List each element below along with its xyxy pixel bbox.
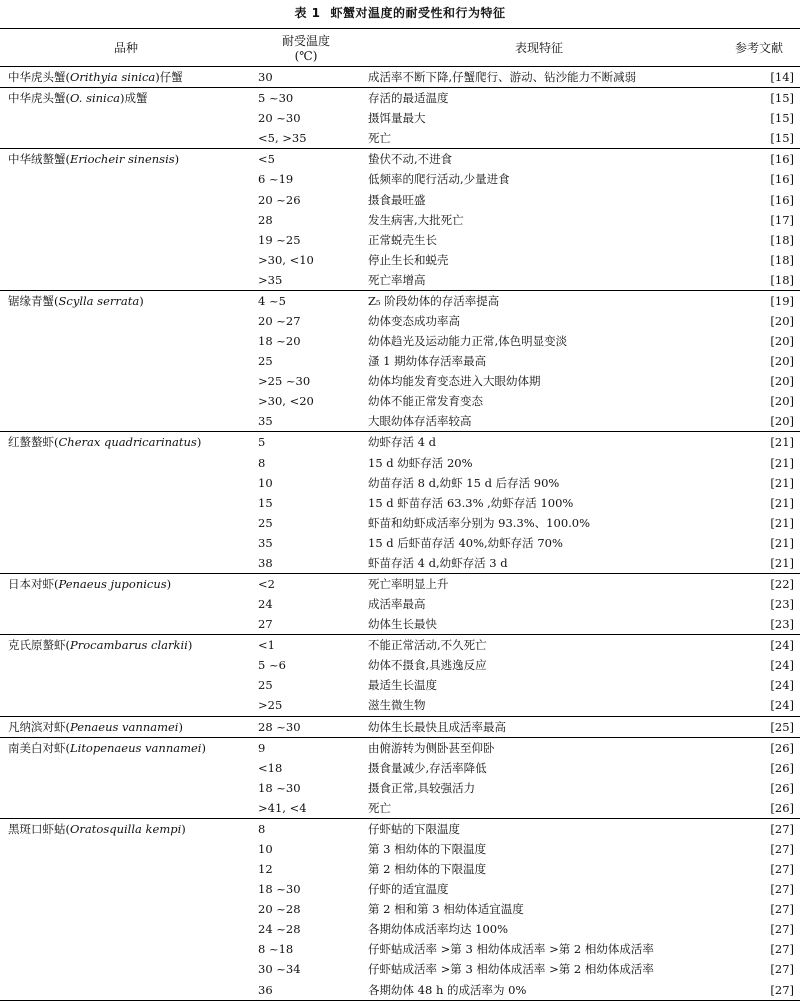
table-row [0, 839, 800, 859]
species-name: 黑斑口虾蛄( [8, 821, 70, 836]
cell-reference: [17] [770, 212, 794, 227]
cell-feature: 虾苗存活 4 d,幼虾存活 3 d [368, 555, 508, 570]
cell-temperature: 20 ~26 [258, 192, 301, 207]
cell-reference: [21] [718, 432, 800, 453]
cell-species [0, 553, 252, 574]
cell-feature: 幼体生长最快 [368, 617, 437, 632]
cell-feature: 发生病害,大批死亡 [368, 212, 464, 227]
cell-temperature: 4 ~5 [252, 290, 360, 311]
cell-temperature: 25 [258, 515, 273, 530]
cell-reference: [18] [770, 272, 794, 287]
species-name: 中华虎头蟹( [8, 70, 70, 85]
cell-temperature: 25 [258, 678, 273, 693]
cell-species [0, 758, 252, 778]
species-suffix: ) [139, 293, 144, 308]
cell-feature: 15 d 虾苗存活 63.3% ,幼虾存活 100% [368, 495, 574, 510]
table-row [0, 655, 800, 675]
cell-reference: [27] [770, 962, 794, 977]
cell-feature: 幼体均能发育变态进入大眼幼体期 [368, 374, 541, 389]
table-row [0, 452, 800, 472]
table-row [0, 88, 800, 109]
species-latin-name: O. sinica [70, 91, 121, 106]
cell-species [0, 695, 252, 716]
species-latin-name: Cherax quadricarinatus [58, 435, 197, 450]
cell-feature: 仔虾蛄成活率 >第 3 相幼体成活率 >第 2 相幼体成活率 [368, 942, 654, 957]
species-suffix: )成蟹 [120, 91, 148, 106]
cell-temperature: 18 ~30 [258, 780, 301, 795]
cell-temperature: >25 ~30 [258, 374, 311, 389]
cell-feature: 15 d 幼虾存活 20% [368, 455, 473, 470]
cell-species [0, 939, 252, 959]
cell-species [0, 533, 252, 553]
cell-reference: [20] [770, 354, 794, 369]
cell-species [0, 919, 252, 939]
cell-feature: 蛰伏不动,不进食 [360, 149, 718, 170]
cell-species [0, 128, 252, 149]
cell-reference: [19] [718, 290, 800, 311]
table-row [0, 189, 800, 209]
table-row [0, 210, 800, 230]
cell-temperature: >30, <20 [258, 394, 314, 409]
table-row [0, 169, 800, 189]
cell-feature: 最适生长温度 [368, 678, 437, 693]
header-temperature [252, 29, 360, 67]
table-row [0, 108, 800, 128]
cell-species [0, 88, 252, 109]
table-title: 虾蟹对温度的耐受性和行为特征 [330, 6, 506, 20]
cell-species [0, 737, 252, 758]
species-latin-name: Penaeus vannamei [70, 719, 179, 734]
cell-species [0, 493, 252, 513]
table-caption [0, 0, 800, 28]
cell-temperature: 35 [258, 535, 273, 550]
table-row [0, 351, 800, 371]
table-row [0, 959, 800, 979]
cell-feature: 虾苗和幼虾成活率分别为 93.3%、100.0% [368, 515, 591, 530]
cell-reference: [14] [718, 67, 800, 88]
cell-temperature: 8 [252, 818, 360, 839]
cell-reference: [18] [770, 252, 794, 267]
cell-species [0, 391, 252, 411]
species-suffix: ) [166, 576, 172, 591]
cell-reference: [27] [718, 980, 800, 1001]
cell-feature: 成活率不断下降,仔蟹爬行、游动、钻沙能力不断减弱 [360, 67, 718, 88]
cell-reference: [24] [770, 698, 794, 713]
cell-feature: 仔虾蛄的下限温度 [360, 818, 718, 839]
cell-species [0, 959, 252, 979]
cell-temperature: 8 [258, 455, 266, 470]
table-row [0, 493, 800, 513]
cell-temperature: 10 [258, 475, 273, 490]
cell-reference: [21] [770, 495, 794, 510]
cell-temperature: 38 [258, 555, 273, 570]
cell-feature: 由俯游转为侧卧甚至仰卧 [360, 737, 718, 758]
species-latin-name: Scylla serrata [58, 293, 140, 308]
cell-feature: 溞 1 期幼体存活率最高 [368, 354, 487, 369]
cell-feature: 成活率最高 [368, 597, 426, 612]
cell-species [0, 411, 252, 432]
cell-reference: [27] [770, 922, 794, 937]
cell-temperature: 28 ~30 [252, 716, 360, 737]
table-row [0, 371, 800, 391]
cell-reference: [25] [718, 716, 800, 737]
cell-reference: [21] [770, 455, 794, 470]
cell-reference: [23] [770, 597, 794, 612]
cell-temperature: 35 [258, 414, 273, 429]
table-row [0, 533, 800, 553]
cell-species [0, 169, 252, 189]
cell-feature: 仔虾蛄成活率 >第 3 相幼体成活率 >第 2 相幼体成活率 [368, 962, 654, 977]
cell-reference: [27] [718, 818, 800, 839]
table-row [0, 675, 800, 695]
cell-feature: 滋生微生物 [368, 698, 426, 713]
cell-reference: [15] [718, 88, 800, 109]
table-number: 表 1 [294, 6, 321, 20]
cell-reference: [20] [770, 313, 794, 328]
cell-reference: [27] [770, 862, 794, 877]
cell-species [0, 189, 252, 209]
cell-species [0, 879, 252, 899]
species-name: 中华绒螯蟹( [8, 152, 70, 167]
table-row [0, 290, 800, 311]
cell-temperature: >35 [258, 272, 283, 287]
table-row [0, 391, 800, 411]
cell-temperature: 19 ~25 [258, 232, 301, 247]
species-name: 红螯螯虾( [8, 435, 59, 450]
species-latin-name: Orithyia sinica [70, 70, 156, 85]
cell-reference: [27] [770, 842, 794, 856]
cell-reference: [27] [770, 942, 794, 957]
table-row [0, 939, 800, 959]
cell-feature: 死亡率明显上升 [360, 573, 718, 594]
cell-reference: [21] [770, 515, 794, 530]
table-row [0, 798, 800, 819]
cell-species [0, 210, 252, 230]
cell-temperature: <2 [252, 573, 360, 594]
cell-feature: 各期幼体成活率均达 100% [368, 922, 509, 937]
species-name: 克氏原螯虾( [8, 638, 70, 653]
cell-reference: [18] [770, 232, 794, 247]
cell-feature: 幼体变态成功率高 [368, 313, 460, 328]
cell-temperature: <1 [252, 635, 360, 656]
cell-feature: 幼体不能正常发育变态 [368, 394, 483, 409]
table-row [0, 716, 800, 737]
cell-temperature: >25 [258, 698, 283, 713]
cell-species [0, 290, 252, 311]
cell-temperature: >41, <4 [258, 800, 307, 815]
cell-species [0, 614, 252, 635]
cell-temperature: 36 [252, 980, 360, 1001]
cell-species [0, 230, 252, 250]
table-row [0, 980, 800, 1001]
cell-species [0, 432, 252, 453]
cell-temperature: 15 [258, 495, 273, 510]
species-latin-name: Litopenaeus vannamei [70, 740, 202, 755]
cell-species [0, 980, 252, 1001]
cell-temperature: 20 ~28 [258, 902, 301, 917]
cell-temperature: 24 ~28 [258, 922, 301, 937]
cell-feature: 幼体不摄食,具逃逸反应 [368, 658, 487, 673]
table-row [0, 149, 800, 170]
cell-reference: [16] [718, 149, 800, 170]
cell-feature: Z₅ 阶段幼体的存活率提高 [360, 290, 718, 311]
cell-feature: 第 3 相幼体的下限温度 [368, 842, 487, 856]
cell-feature: 死亡率增高 [368, 272, 426, 287]
table-row [0, 919, 800, 939]
species-suffix: ) [181, 821, 186, 836]
cell-temperature: 30 [252, 67, 360, 88]
cell-reference: [26] [770, 780, 794, 795]
cell-feature: 大眼幼体存活率较高 [368, 414, 472, 429]
cell-reference: [24] [770, 678, 794, 693]
table-row [0, 695, 800, 716]
table-row [0, 513, 800, 533]
cell-species [0, 675, 252, 695]
cell-feature: 幼虾存活 4 d [360, 432, 718, 453]
table-row [0, 614, 800, 635]
cell-reference: [21] [770, 475, 794, 490]
cell-feature: 15 d 后虾苗存活 40%,幼虾存活 70% [368, 535, 563, 550]
cell-feature: 摄食正常,具较强活力 [368, 780, 476, 795]
cell-temperature: 5 [252, 432, 360, 453]
cell-reference: [23] [770, 617, 794, 632]
cell-reference: [24] [770, 658, 794, 673]
table-row [0, 250, 800, 270]
table-row [0, 473, 800, 493]
cell-species [0, 270, 252, 291]
cell-feature: 幼体趋光及运动能力正常,体色明显变淡 [368, 334, 568, 349]
cell-reference: [15] [770, 131, 794, 146]
cell-species [0, 899, 252, 919]
cell-reference: [20] [770, 394, 794, 409]
cell-temperature: 18 ~30 [258, 882, 301, 897]
species-suffix: ) [187, 638, 193, 653]
cell-feature: 停止生长和蜕壳 [368, 252, 449, 267]
cell-feature: 幼体生长最快且成活率最高 [360, 716, 718, 737]
table-row [0, 635, 800, 656]
table-row [0, 573, 800, 594]
table-row [0, 899, 800, 919]
cell-species [0, 573, 252, 594]
cell-feature: 第 2 相和第 3 相幼体适宜温度 [368, 902, 524, 917]
table-row [0, 594, 800, 614]
table-row [0, 128, 800, 149]
table-row [0, 553, 800, 574]
cell-reference: [20] [770, 374, 794, 389]
cell-species [0, 655, 252, 675]
cell-reference: [20] [770, 414, 794, 429]
cell-reference: [24] [718, 635, 800, 656]
species-suffix: ) [178, 719, 183, 734]
table-header-row [0, 29, 800, 67]
header-references: 参考文献 [734, 41, 783, 55]
cell-species [0, 798, 252, 819]
cell-reference: [21] [770, 535, 794, 550]
cell-species [0, 473, 252, 493]
species-suffix: ) [174, 152, 180, 167]
cell-temperature: 20 ~27 [258, 313, 301, 328]
cell-species [0, 149, 252, 170]
cell-species [0, 818, 252, 839]
temperature-tolerance-table [0, 28, 800, 1001]
header-temperature-unit: (℃) [294, 49, 318, 63]
cell-temperature: 18 ~20 [258, 334, 301, 349]
cell-reference: [27] [770, 902, 794, 917]
table-row [0, 758, 800, 778]
species-name: 日本对虾( [8, 576, 59, 591]
cell-species [0, 859, 252, 879]
cell-temperature: <18 [258, 760, 283, 775]
cell-temperature: 27 [258, 617, 273, 632]
species-name: 凡纳滨对虾( [8, 719, 70, 734]
species-suffix: ) [196, 435, 202, 450]
table-row [0, 230, 800, 250]
cell-feature: 死亡 [368, 131, 391, 146]
cell-reference: [27] [770, 882, 794, 897]
cell-species [0, 452, 252, 472]
cell-temperature: >30, <10 [258, 252, 314, 267]
cell-species [0, 250, 252, 270]
cell-temperature: 6 ~19 [258, 172, 294, 187]
cell-species [0, 716, 252, 737]
table-row [0, 859, 800, 879]
cell-reference: [26] [718, 737, 800, 758]
cell-temperature: 28 [258, 212, 273, 227]
cell-temperature: <5 [252, 149, 360, 170]
cell-reference: [22] [718, 573, 800, 594]
species-name: 锯缘青蟹( [8, 293, 59, 308]
table-row [0, 270, 800, 291]
cell-temperature: 8 ~18 [258, 942, 294, 957]
cell-temperature: 20 ~30 [258, 111, 301, 126]
cell-species [0, 67, 252, 88]
cell-temperature: 5 ~30 [252, 88, 360, 109]
species-latin-name: Procambarus clarkii [70, 638, 188, 653]
cell-feature: 各期幼体 48 h 的成活率为 0% [360, 980, 718, 1001]
header-species: 品种 [113, 41, 138, 55]
cell-species [0, 371, 252, 391]
table-row [0, 331, 800, 351]
cell-temperature: 5 ~6 [258, 658, 286, 673]
cell-species [0, 594, 252, 614]
table-row [0, 432, 800, 453]
table-row [0, 411, 800, 432]
species-latin-name: Oratosquilla kempi [70, 821, 182, 836]
cell-species [0, 331, 252, 351]
cell-temperature: 30 ~34 [258, 962, 301, 977]
table-row [0, 67, 800, 88]
cell-reference: [20] [770, 334, 794, 349]
cell-feature: 幼苗存活 8 d,幼虾 15 d 后存活 90% [368, 475, 560, 490]
header-temperature-label: 耐受温度 [281, 34, 330, 48]
table-row [0, 778, 800, 798]
cell-reference: [26] [770, 760, 794, 775]
species-latin-name: Penaeus juponicus [58, 576, 167, 591]
cell-temperature: 12 [258, 862, 273, 877]
cell-feature: 不能正常活动,不久死亡 [360, 635, 718, 656]
cell-feature: 第 2 相幼体的下限温度 [368, 862, 487, 877]
species-latin-name: Eriocheir sinensis [70, 152, 175, 167]
cell-feature: 摄饵量最大 [368, 111, 426, 126]
cell-temperature: 9 [252, 737, 360, 758]
header-features: 表现特征 [514, 41, 563, 55]
table-row [0, 818, 800, 839]
cell-reference: [21] [770, 555, 794, 570]
cell-feature: 低频率的爬行活动,少量进食 [368, 172, 510, 187]
cell-species [0, 311, 252, 331]
cell-feature: 仔虾的适宜温度 [368, 882, 449, 897]
cell-feature: 摄食最旺盛 [368, 192, 426, 207]
cell-temperature: 24 [258, 597, 273, 612]
cell-species [0, 839, 252, 859]
cell-species [0, 108, 252, 128]
cell-feature: 正常蜕壳生长 [368, 232, 437, 247]
table-body [0, 67, 800, 1001]
cell-reference: [16] [770, 172, 794, 187]
cell-reference: [26] [770, 800, 794, 815]
cell-species [0, 351, 252, 371]
cell-species [0, 513, 252, 533]
table-row [0, 737, 800, 758]
species-name: 南美白对虾( [8, 740, 70, 755]
species-name: 中华虎头蟹( [8, 91, 70, 106]
cell-feature: 摄食量减少,存活率降低 [368, 760, 487, 775]
cell-reference: [16] [770, 192, 794, 207]
cell-feature: 死亡 [368, 800, 391, 815]
cell-temperature: <5, >35 [258, 131, 307, 146]
species-suffix: )仔蟹 [155, 70, 183, 85]
table-row [0, 311, 800, 331]
cell-species [0, 635, 252, 656]
cell-species [0, 778, 252, 798]
cell-feature: 存活的最适温度 [360, 88, 718, 109]
species-suffix: ) [201, 740, 206, 755]
cell-temperature: 10 [258, 842, 273, 856]
cell-reference: [15] [770, 111, 794, 126]
cell-temperature: 25 [258, 354, 273, 369]
table-row [0, 879, 800, 899]
